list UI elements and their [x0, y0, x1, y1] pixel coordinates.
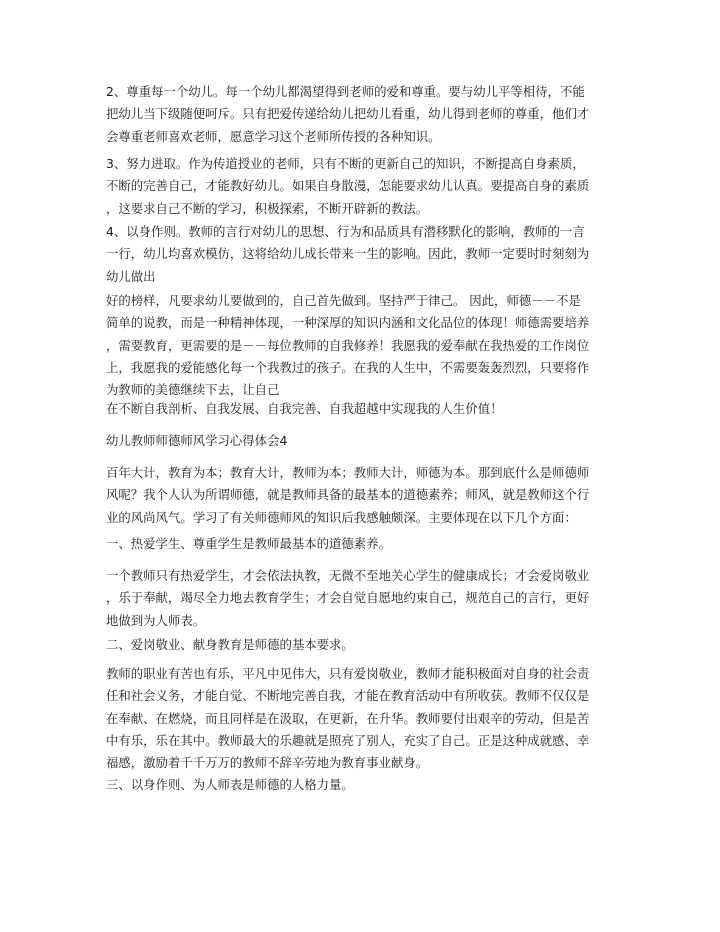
text-line: 4、以身作则。教师的言行对幼儿的思想、行为和品质具有潜移默化的影响，教师的一言: [106, 224, 585, 239]
subheading-three: [106, 774, 618, 796]
text-line: 简单的说教，而是一种精神体现，一种深厚的知识内涵和文化品位的体现！师德需要培养: [106, 315, 590, 331]
text-line: 任和社会义务，才能自觉、不断地完善自我，才能在教育活动中有所收获。教师不仅仅是: [106, 688, 590, 704]
subheading-text: 一、热爱学生、尊重学生是教师最基本的道德素养。: [106, 536, 391, 551]
subheading-text: 二、爱岗敬业、献身教育是师德的基本要求。: [106, 637, 354, 652]
text-line: 会尊重老师喜欢老师，愿意学习这个老师所传授的各种知识。: [106, 128, 441, 144]
text-line: 地做到为人师表。: [106, 612, 206, 628]
text-line: 上，我愿我的爱能感化每一个我教过的孩子。在我的人生中，不需要轰轰烈烈，只要将作: [106, 359, 590, 375]
text-line: 一个教师只有热爱学生，才会依法执教，无微不至地关心学生的健康成长；才会爱岗敬业: [106, 568, 590, 583]
paragraph-respect-children: [106, 81, 618, 148]
paragraph-good-model: [106, 290, 618, 401]
text-line: 把幼儿当下级随便呵斥。只有把爱传递给幼儿把幼儿看重，幼儿得到老师的尊重，他们才: [106, 106, 590, 122]
text-line: 3、努力进取。作为传道授业的老师，只有不断的更新自己的知识，不断提高自身素质，: [106, 156, 585, 171]
paragraph-lead-by-example: [106, 221, 618, 288]
text-line: 教师的职业有苦也有乐，平凡中见伟大，只有爱岗敬业，教师才能积极面对自身的社会责: [106, 666, 590, 681]
text-line: 在不断自我剖析、自我发展、自我完善、自我超越中实现我的人生价值！: [106, 401, 503, 416]
heading-text: 幼儿教师师德师风学习心得体会4: [106, 433, 288, 448]
text-line: ，这要求自己不断的学习，积极探索，不断开辟新的教法。: [106, 200, 429, 216]
subheading-text: 三、以身作则、为人师表是师德的人格力量。: [106, 777, 354, 792]
text-line: 幼儿做出: [106, 268, 156, 284]
text-line: 好的榜样，凡要求幼儿要做到的，自己首先做到。坚持严于律己。 因此，师德－－不是: [106, 293, 581, 308]
text-line: 业的风尚风气。学习了有关师德师风的知识后我感触颇深。主要体现在以下几个方面：: [106, 509, 577, 525]
text-line: 百年大计，教育为本；教育大计，教师为本；教师大计，师德为本。那到底什么是师德师: [106, 465, 590, 480]
section-heading: [106, 430, 618, 452]
text-line: 不断的完善自己，才能教好幼儿。如果自身散漫，怎能要求幼儿认真。要提高自身的素质: [106, 178, 590, 194]
text-line: 福感，激励着千千万万的教师不辞辛劳地为教育事业献身。: [106, 755, 429, 771]
paragraph-dedication: [106, 663, 618, 774]
text-line: 2、尊重每一个幼儿。每一个幼儿都渴望得到老师的爱和尊重。要与幼儿平等相待，不能: [106, 84, 585, 99]
text-line: 一行，幼儿均喜欢模仿，这将给幼儿成长带来一生的影响。因此，教师一定要时时刻刻为: [106, 246, 590, 262]
text-line: 风呢？我个人认为所谓师德，就是教师具备的最基本的道德素养；师风，就是教师这个行: [106, 487, 590, 503]
paragraph-intro: [106, 462, 618, 529]
paragraph-strive-forward: [106, 153, 618, 220]
paragraph-love-students: [106, 565, 618, 632]
paragraph-life-value: [106, 398, 618, 420]
text-line: 中有乐，乐在其中。教师最大的乐趣就是照亮了别人，充实了自己。正是这种成就感、幸: [106, 732, 590, 748]
subheading-two: [106, 634, 618, 656]
text-line: 为教师的美德继续下去，让自己: [106, 382, 280, 398]
subheading-one: [106, 533, 618, 555]
text-line: ，需要教育，更需要的是－－每位教师的自我修养！我愿我的爱奉献在我热爱的工作岗位: [106, 337, 590, 353]
text-line: 在奉献、在燃烧，而且同样是在汲取，在更新，在升华。教师要付出艰辛的劳动，但是苦: [106, 710, 590, 726]
text-line: ，乐于奉献，竭尽全力地去教育学生；才会自觉自愿地约束自己，规范自己的言行，更好: [106, 590, 590, 606]
